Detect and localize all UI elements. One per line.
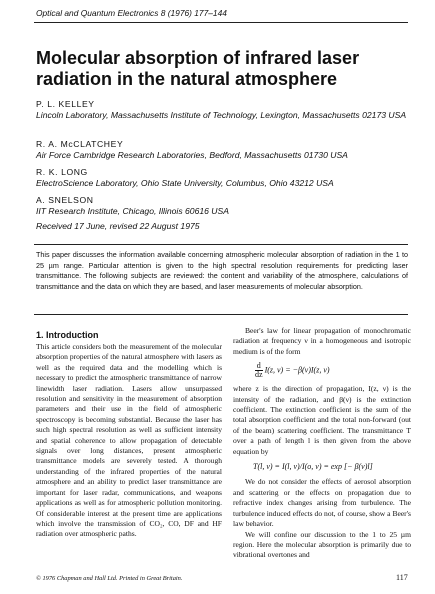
derivative-fraction: $\frac{d}{dz}$ — [255, 361, 263, 380]
equation-2: T(l, ν) = I(l, ν)/I(o, ν) = exp [− β(ν)l] — [253, 462, 373, 472]
received-date: Received 17 June, revised 22 August 1975 — [36, 221, 200, 231]
intro-paragraph: This article considers both the measurement of the molecular absorption properties of the natural atmosphere with lasers as well as the required data and the modelling which is necessary to predict the atmospheric transmittance of narrow linewidth laser radiation. Lasers allow unsurpassed resolution and sensitivity in the measurement of absorption parameters and their use in the field of atmospheric spectroscopy is becoming substantial. Because the laser has such high spectral resolution as well as sufficient intensity and spatial coherence to allow propagation of detectable signals over long distances, present atmospheric transmittance models are severely tested. A thorough understanding of the infrared properties of the natural atmosphere and an ability to predict laser transmittance are important for laser radar, communications, and weapons applications as well as for atmospheric pollution monitoring. Of considerable interest at the present time are applications which involve the transmission of CO₂, CO, DF and HF radiation over atmospheric paths. — [36, 342, 222, 539]
page-number: 117 — [396, 573, 408, 582]
definitions-paragraph: where z is the direction of propagation, I(z, ν) is the intensity of the radiation, and β(ν) is the extinction coefficient. The extinction coefficient is the sum of the total absorption coefficient and the total non-forward (out of the beam) scattering coefficient. The transmittance T over a path of length l is then given from the above equation by — [233, 384, 411, 456]
author-name: R. K. LONG — [36, 167, 88, 177]
journal-citation: Optical and Quantum Electronics 8 (1976) 177–144 — [36, 8, 227, 18]
header-rule — [34, 22, 408, 23]
author-affiliation: ElectroScience Laboratory, Ohio State University, Columbus, Ohio 43212 USA — [36, 178, 334, 188]
author-affiliation: Air Force Cambridge Research Laboratories, Bedford, Massachusetts 01730 USA — [36, 150, 348, 160]
left-column — [36, 342, 222, 540]
author-name: P. L. KELLEY — [36, 99, 95, 109]
author-name: R. A. McCLATCHEY — [36, 139, 124, 149]
abstract-bottom-rule — [34, 314, 408, 315]
author-name: A. SNELSON — [36, 195, 94, 205]
author-affiliation: Lincoln Laboratory, Massachusetts Institute of Technology, Lexington, Massachusetts 02173 USA — [36, 110, 407, 120]
scope-paragraph: We will confine our discussion to the 1 to 25 µm region. Here the molecular absorption is primarily due to vibrational overtones and — [233, 529, 411, 560]
section-heading: 1. Introduction — [36, 330, 99, 340]
abstract: This paper discusses the information available concerning atmospheric molecular absorption of radiation in the 1 to 25 µm range. Particular attention is given to the high spectral resolution requirements for predicting laser transmittance. The following subjects are reviewed: the content and variability of the atmosphere, calculations of transmittance and the data on which they are based, and laser measurements of molecular absorption. — [36, 250, 408, 291]
copyright-footer: © 1976 Chapman and Hall Ltd. Printed in Great Britain. — [36, 575, 183, 582]
equation-1-rhs: I(z, ν) = −β(ν)I(z, ν) — [264, 365, 330, 375]
beers-law-paragraph: Beer's law for linear propagation of monochromatic radiation at frequency ν in a homogeneous and isotropic medium is of the form — [233, 326, 411, 356]
abstract-top-rule — [34, 244, 408, 245]
paper-title: Molecular absorption of infrared laser radiation in the natural atmosphere — [36, 48, 360, 89]
aerosol-paragraph: We do not consider the effects of aerosol absorption and scattering or the effects on propagation due to refractive index changes arising from turbulence. The turbulence induced effects do not, of course, show a Beer's law behavior. — [233, 477, 411, 529]
equation-1 — [255, 362, 411, 379]
right-column — [233, 326, 411, 561]
author-affiliation: IIT Research Institute, Chicago, Illinois 60616 USA — [36, 206, 229, 216]
